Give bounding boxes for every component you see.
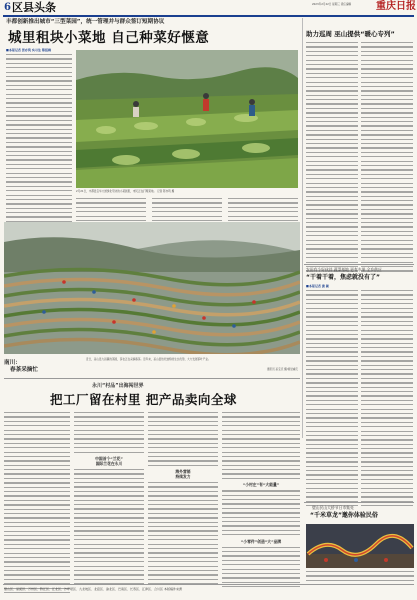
tea-terrace-photo: [4, 222, 300, 354]
side-top-text-col2: [361, 42, 413, 275]
side-mid-headline: “干着干着，焦虑就没有了”: [306, 274, 380, 281]
page-number: 6: [4, 2, 11, 13]
story2-col4: [222, 412, 300, 590]
photo-label-title: 春茶采摘忙: [10, 367, 38, 373]
tea-photo-credit: 通讯员 巫宝庆 摄/视觉重庆: [266, 368, 298, 371]
section-name: 区县头条: [12, 1, 56, 14]
story2-col1: [4, 412, 70, 596]
footer-rule: [3, 584, 414, 585]
story2-subhead3: 海外营销: [175, 469, 191, 475]
tea-photo-caption: 近日，巫山县大昌镇的茶园，茶农正在采摘春茶。近年来，巫山县依托独特的生态优势，大力发展茶叶产业。: [86, 358, 211, 361]
side-mid-kicker: 农田有个好伙伴 蔬菜基地 更有水果 全乡供应: [306, 267, 382, 272]
story2-rule: [4, 378, 300, 379]
column-divider: [302, 18, 303, 438]
story2-subhead5: “小村庄”有“大能量”: [242, 482, 280, 488]
footer-text: 璧山区、巫溪县、万州区、黔江区、江北区、沙坪坝区、九龙坡区、北碚区、渝北区、巴南区、长寿区、江津区、合川区 本版稿件来源: [4, 587, 182, 591]
lead-kicker: 丰都创新推出城市“三型菜园”，统一管理并与群众签订短期协议: [6, 19, 165, 25]
story2-col2: [74, 412, 144, 587]
story2-subhead6: “小零件”创造“大”品牌: [240, 538, 282, 544]
story2-subhead2: 国际兰花在永川: [95, 460, 123, 466]
side-bottom-kicker: 璧山民山大桥节日市集亮: [312, 505, 354, 510]
side-mid-text-col1: [306, 290, 358, 510]
side-mid-byline: ■本报记者 黄 颖: [306, 284, 329, 288]
dragon-photo: [306, 524, 414, 568]
photo-label-place: 南川：: [4, 360, 21, 366]
story2-col3: [148, 412, 218, 587]
story2-subhead1: 中国首个“兰花”: [95, 455, 123, 461]
masthead-rule: [3, 15, 414, 17]
lead-text-col1: [6, 54, 72, 234]
side-mid-text-col2: [361, 290, 413, 510]
side-bottom-headline: “千米草龙”邀你体验民俗: [310, 512, 378, 519]
paper-logo: 重庆日报: [376, 1, 416, 12]
side-mid-rule: [304, 264, 414, 265]
issue-date: 2023年2月22日 星期三 责任编辑: [312, 3, 352, 6]
lead-byline: ■本报记者 张亦筑 实习生 陈绍梅: [6, 48, 51, 52]
garden-photo-caption: 2月21日，丰都县宝华大道绿化带边的小菜园里，市民正在打理菜地。 记者 陈亦筑 摄: [76, 190, 175, 193]
story2-kicker: 永川“村品”出海闯世界: [92, 383, 144, 389]
side-bottom-rule: [304, 502, 414, 503]
side-top-text-col1: [306, 42, 358, 275]
side-bottom-text: [306, 571, 414, 584]
side-top-title: 助力巡周 巫山提供“暖心专列”: [306, 30, 395, 38]
story2-subhead4: 持续发力: [175, 474, 191, 480]
story2-headline: 把工厂留在村里 把产品卖向全球: [50, 392, 237, 407]
photo-label-box: [4, 356, 56, 386]
lead-headline: 城里租块小菜地 自己种菜好惬意: [8, 30, 210, 46]
garden-photo: [76, 50, 298, 188]
